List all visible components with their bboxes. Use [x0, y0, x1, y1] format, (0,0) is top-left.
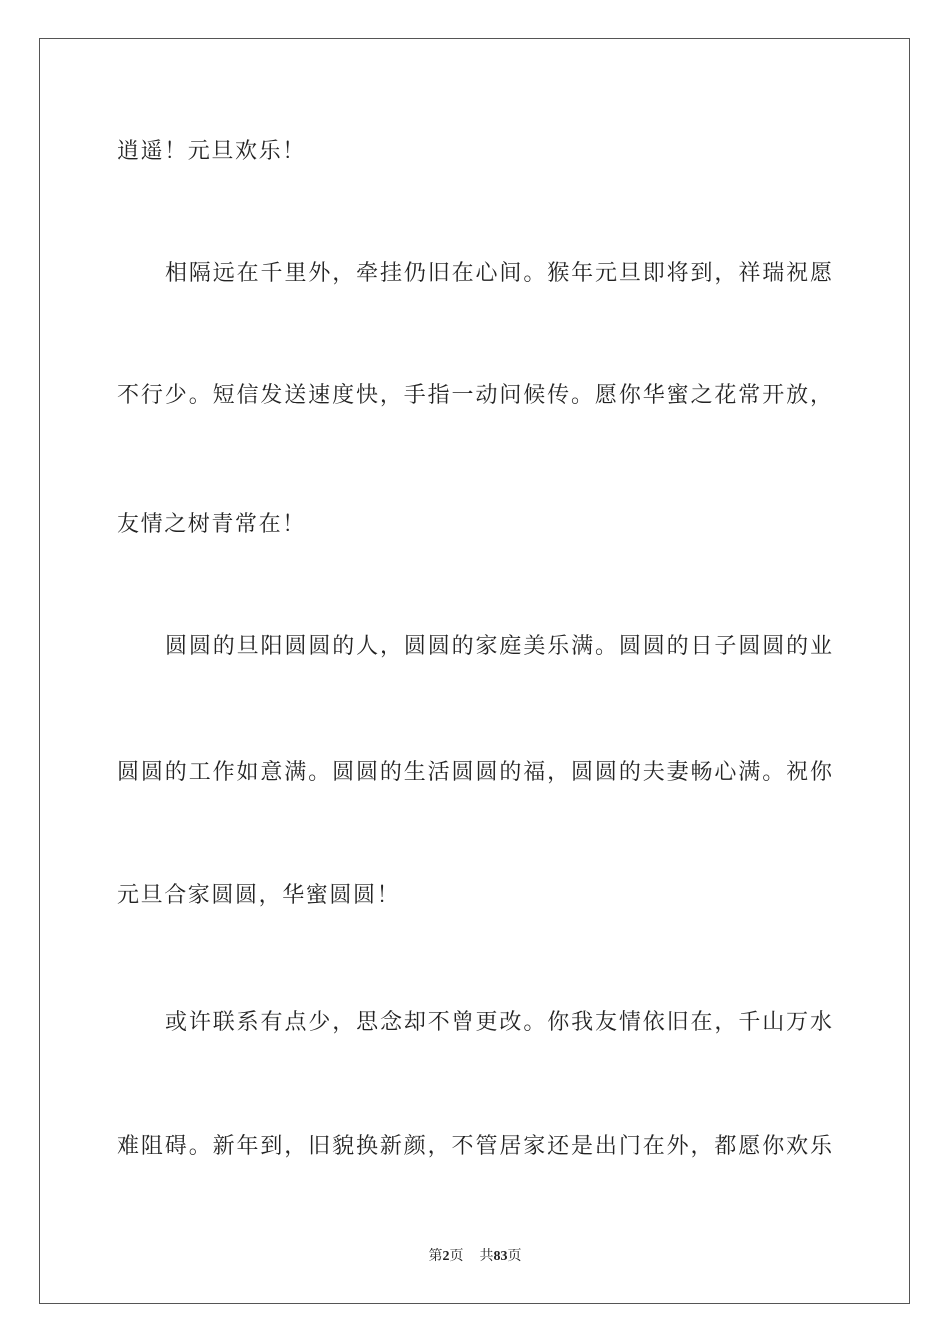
text-line-8: 或许联系有点少，思念却不曾更改。你我友情依旧在，千山万水	[165, 1010, 832, 1035]
page-suffix: 页	[449, 1248, 464, 1264]
total-prefix: 共	[479, 1248, 494, 1264]
text-line-2: 相隔远在千里外，牵挂仍旧在心间。猴年元旦即将到，祥瑞祝愿	[165, 261, 832, 286]
text-line-9: 难阻碍。新年到，旧貌换新颜，不管居家还是出门在外，都愿你欢乐	[117, 1134, 832, 1159]
total-pages: 83	[493, 1249, 508, 1264]
text-line-1: 逍遥！元旦欢乐！	[117, 139, 306, 164]
page-prefix: 第	[428, 1248, 443, 1264]
page-border	[39, 38, 910, 1304]
text-line-4: 友情之树青常在！	[117, 512, 306, 537]
text-line-3: 不行少。短信发送速度快，手指一动问候传。愿你华蜜之花常开放，	[117, 383, 832, 408]
total-suffix: 页	[507, 1248, 522, 1264]
page-number: 2	[442, 1249, 450, 1264]
page-footer	[0, 1247, 950, 1266]
text-line-5: 圆圆的旦阳圆圆的人，圆圆的家庭美乐满。圆圆的日子圆圆的业	[165, 634, 832, 659]
text-line-7: 元旦合家圆圆，华蜜圆圆！	[117, 883, 401, 908]
text-line-6: 圆圆的工作如意满。圆圆的生活圆圆的福，圆圆的夫妻畅心满。祝你	[117, 760, 832, 785]
